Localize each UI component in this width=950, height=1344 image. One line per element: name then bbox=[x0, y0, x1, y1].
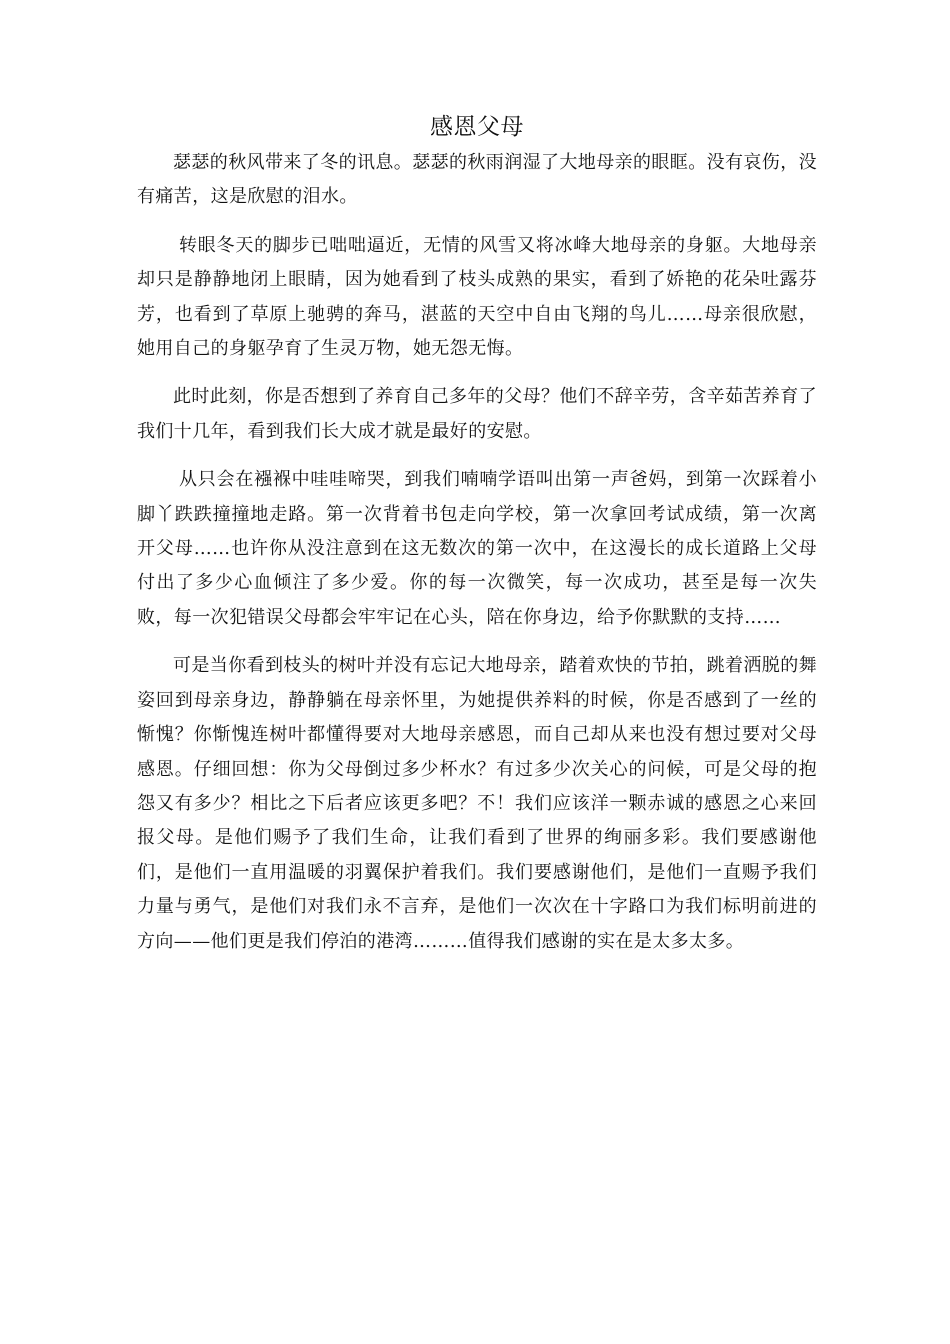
paragraph-winter-footsteps: 转眼冬天的脚步已咄咄逼近，无情的风雪又将冰峰大地母亲的身躯。大地母亲却只是静静地闭上眼睛，因为她看到了枝头成熟的果实，看到了娇艳的花朵吐露芬芳，也看到了草原上驰骋的奔马，湛蓝的天空中自由飞翔的鸟儿……母亲很欣慰，她用自己的身躯孕育了生灵万物，她无怨无悔。 bbox=[137, 234, 817, 360]
paragraph-autumn-wind: 瑟瑟的秋风带来了冬的讯息。瑟瑟的秋雨润湿了大地母亲的眼眶。没有哀伤，没有痛苦，这是欣慰的泪水。 bbox=[137, 152, 817, 208]
document-title: 感恩父母 bbox=[430, 114, 524, 140]
paragraph-gratitude: 可是当你看到枝头的树叶并没有忘记大地母亲，踏着欢快的节拍，跳着洒脱的舞姿回到母亲身边，静静躺在母亲怀里，为她提供养料的时候，你是否感到了一丝的惭愧？你惭愧连树叶都懂得要对大地母亲感恩，而自己却从来也没有想过要对父母感恩。仔细回想：你为父母倒过多少杯水？有过多少次关心的问候，可是父母的抱怨又有多少？相比之下后者应该更多吧？不！我们应该洋一颗赤诚的感恩之心来回报父母。是他们赐予了我们生命，让我们看到了世界的绚丽多彩。我们要感谢他们，是他们一直用温暖的羽翼保护着我们。我们要感谢他们，是他们一直赐予我们力量与勇气，是他们对我们永不言弃，是他们一次次在十字路口为我们标明前进的方向——他们更是我们停泊的港湾………值得我们感谢的实在是太多太多。 bbox=[137, 655, 817, 952]
paragraph-first-times: 从只会在襁褓中哇哇啼哭，到我们喃喃学语叫出第一声爸妈，到第一次踩着小脚丫跌跌撞撞地走路。第一次背着书包走向学校，第一次拿回考试成绩，第一次离开父母……也许你从没注意到在这无数次的第一次中，在这漫长的成长道路上父母付出了多少心血倾注了多少爱。你的每一次微笑，每一次成功，甚至是每一次失败，每一次犯错误父母都会牢牢记在心头，陪在你身边，给予你默默的支持…… bbox=[137, 469, 817, 628]
paragraph-this-moment: 此时此刻，你是否想到了养育自己多年的父母？他们不辞辛劳，含辛茹苦养育了我们十几年，看到我们长大成才就是最好的安慰。 bbox=[137, 386, 817, 442]
document-body bbox=[137, 112, 817, 973]
